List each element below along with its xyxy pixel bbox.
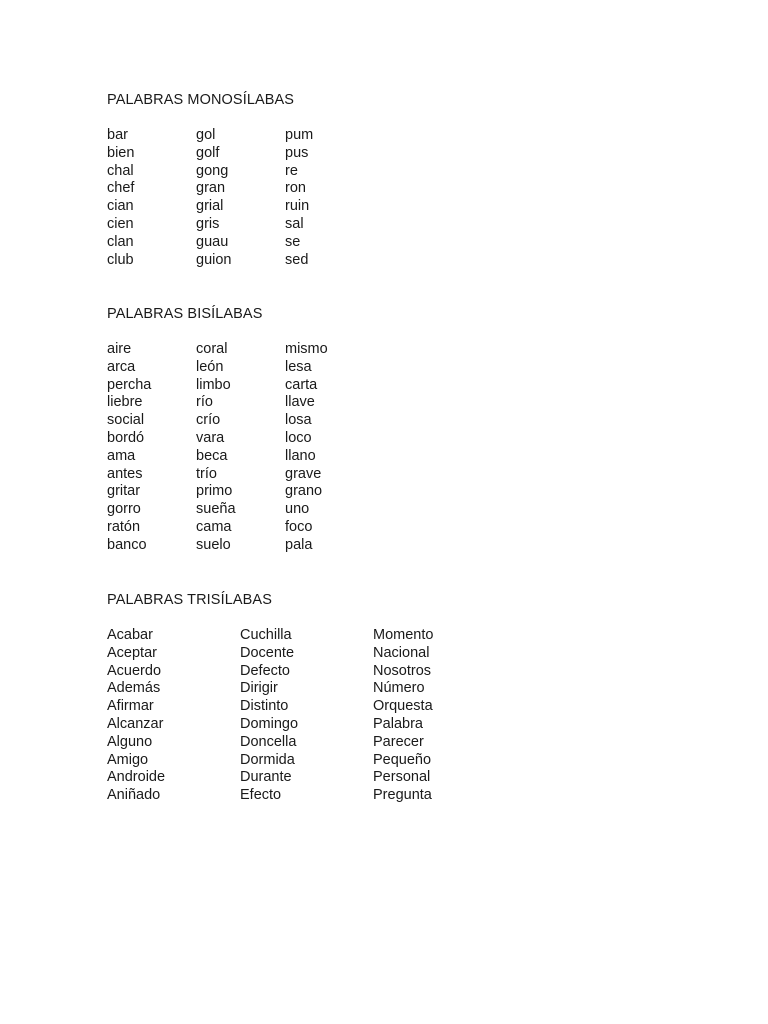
word-columns bbox=[107, 627, 506, 805]
word-item: losa bbox=[285, 412, 312, 429]
word-item: gran bbox=[196, 180, 226, 197]
word-item: re bbox=[285, 162, 298, 179]
word-item: guion bbox=[196, 251, 232, 268]
word-item: carta bbox=[285, 376, 318, 393]
word-item: Personal bbox=[373, 769, 431, 786]
word-column bbox=[373, 627, 506, 805]
word-column bbox=[240, 627, 373, 805]
word-item: arca bbox=[107, 358, 136, 375]
word-item: grano bbox=[285, 483, 323, 500]
section-trisilabas bbox=[107, 591, 506, 805]
word-item: gol bbox=[196, 127, 216, 143]
section-title: PALABRAS BISÍLABAS bbox=[107, 306, 263, 322]
word-item: Dirigir bbox=[240, 680, 278, 697]
word-item: vara bbox=[196, 429, 225, 446]
word-column bbox=[285, 341, 374, 555]
word-item: ruin bbox=[285, 198, 310, 215]
word-item: pala bbox=[285, 536, 313, 553]
word-item: bordó bbox=[107, 429, 145, 446]
word-item: percha bbox=[107, 376, 152, 393]
word-item: primo bbox=[196, 483, 233, 500]
word-item: Aniñado bbox=[107, 787, 161, 804]
word-item: gorro bbox=[107, 501, 141, 518]
word-item: uno bbox=[285, 501, 310, 518]
word-column bbox=[196, 341, 285, 555]
word-item: ratón bbox=[107, 518, 141, 535]
word-item: Orquesta bbox=[373, 698, 433, 715]
word-item: Androide bbox=[107, 769, 166, 786]
word-item: Número bbox=[373, 680, 425, 697]
word-item: río bbox=[196, 394, 213, 411]
word-item: Dormida bbox=[240, 751, 295, 768]
word-item: Durante bbox=[240, 769, 292, 786]
word-item: mismo bbox=[285, 341, 328, 357]
word-item: guau bbox=[196, 233, 229, 250]
word-item: Defecto bbox=[240, 662, 290, 679]
word-column bbox=[196, 127, 285, 269]
word-item: gritar bbox=[107, 483, 141, 500]
word-item: bien bbox=[107, 144, 135, 161]
word-item: sal bbox=[285, 215, 304, 232]
word-item: se bbox=[285, 233, 301, 250]
word-item: Aceptar bbox=[107, 644, 157, 661]
word-item: Doncella bbox=[240, 733, 297, 750]
word-item: suelo bbox=[196, 536, 231, 553]
word-item: Parecer bbox=[373, 733, 424, 750]
word-item: cien bbox=[107, 215, 134, 232]
word-item: Palabra bbox=[373, 715, 423, 732]
word-item: limbo bbox=[196, 376, 231, 393]
section-monosilabas bbox=[107, 91, 374, 269]
word-item: social bbox=[107, 412, 145, 429]
word-item: Amigo bbox=[107, 751, 149, 768]
word-item: Acabar bbox=[107, 627, 153, 643]
word-item: liebre bbox=[107, 394, 143, 411]
word-item: Nacional bbox=[373, 644, 430, 661]
word-item: ama bbox=[107, 447, 136, 464]
word-item: Además bbox=[107, 680, 161, 697]
word-item: grial bbox=[196, 198, 224, 215]
word-item: beca bbox=[196, 447, 228, 464]
word-item: chef bbox=[107, 180, 135, 197]
word-item: sed bbox=[285, 251, 309, 268]
word-item: crío bbox=[196, 412, 221, 429]
word-item: Cuchilla bbox=[240, 627, 292, 643]
word-item: Alguno bbox=[107, 733, 153, 750]
word-item: Acuerdo bbox=[107, 662, 162, 679]
word-column bbox=[285, 127, 374, 269]
word-item: chal bbox=[107, 162, 134, 179]
word-item: Efecto bbox=[240, 787, 282, 804]
word-item: ron bbox=[285, 180, 306, 197]
word-columns bbox=[107, 127, 374, 269]
word-item: Pregunta bbox=[373, 787, 432, 804]
word-item: gong bbox=[196, 162, 229, 179]
word-item: loco bbox=[285, 429, 312, 446]
word-item: Docente bbox=[240, 644, 295, 661]
word-item: Domingo bbox=[240, 715, 299, 732]
word-item: club bbox=[107, 251, 134, 268]
word-item: banco bbox=[107, 536, 147, 553]
word-item: aire bbox=[107, 341, 132, 357]
word-columns bbox=[107, 341, 374, 555]
word-item: golf bbox=[196, 144, 220, 161]
word-item: Pequeño bbox=[373, 751, 432, 768]
word-item: clan bbox=[107, 233, 134, 250]
word-item: trío bbox=[196, 465, 217, 482]
section-bisilabas bbox=[107, 305, 374, 555]
word-item: antes bbox=[107, 465, 143, 482]
word-item: llave bbox=[285, 394, 315, 411]
word-item: cian bbox=[107, 198, 134, 215]
word-item: cama bbox=[196, 518, 232, 535]
word-item: Momento bbox=[373, 627, 434, 643]
word-column bbox=[107, 127, 196, 269]
word-item: foco bbox=[285, 518, 313, 535]
word-item: bar bbox=[107, 127, 128, 143]
word-item: lesa bbox=[285, 358, 312, 375]
word-column bbox=[107, 341, 196, 555]
word-item: Distinto bbox=[240, 698, 289, 715]
section-title: PALABRAS TRISÍLABAS bbox=[107, 592, 272, 608]
word-item: pum bbox=[285, 127, 314, 143]
word-item: gris bbox=[196, 215, 220, 232]
word-item: grave bbox=[285, 465, 322, 482]
word-item: llano bbox=[285, 447, 316, 464]
word-item: pus bbox=[285, 144, 309, 161]
word-item: coral bbox=[196, 341, 228, 357]
word-item: Alcanzar bbox=[107, 715, 164, 732]
word-item: Nosotros bbox=[373, 662, 432, 679]
word-item: sueña bbox=[196, 501, 236, 518]
word-item: león bbox=[196, 358, 224, 375]
word-item: Afirmar bbox=[107, 698, 154, 715]
section-title: PALABRAS MONOSÍLABAS bbox=[107, 92, 295, 108]
word-column bbox=[107, 627, 240, 805]
